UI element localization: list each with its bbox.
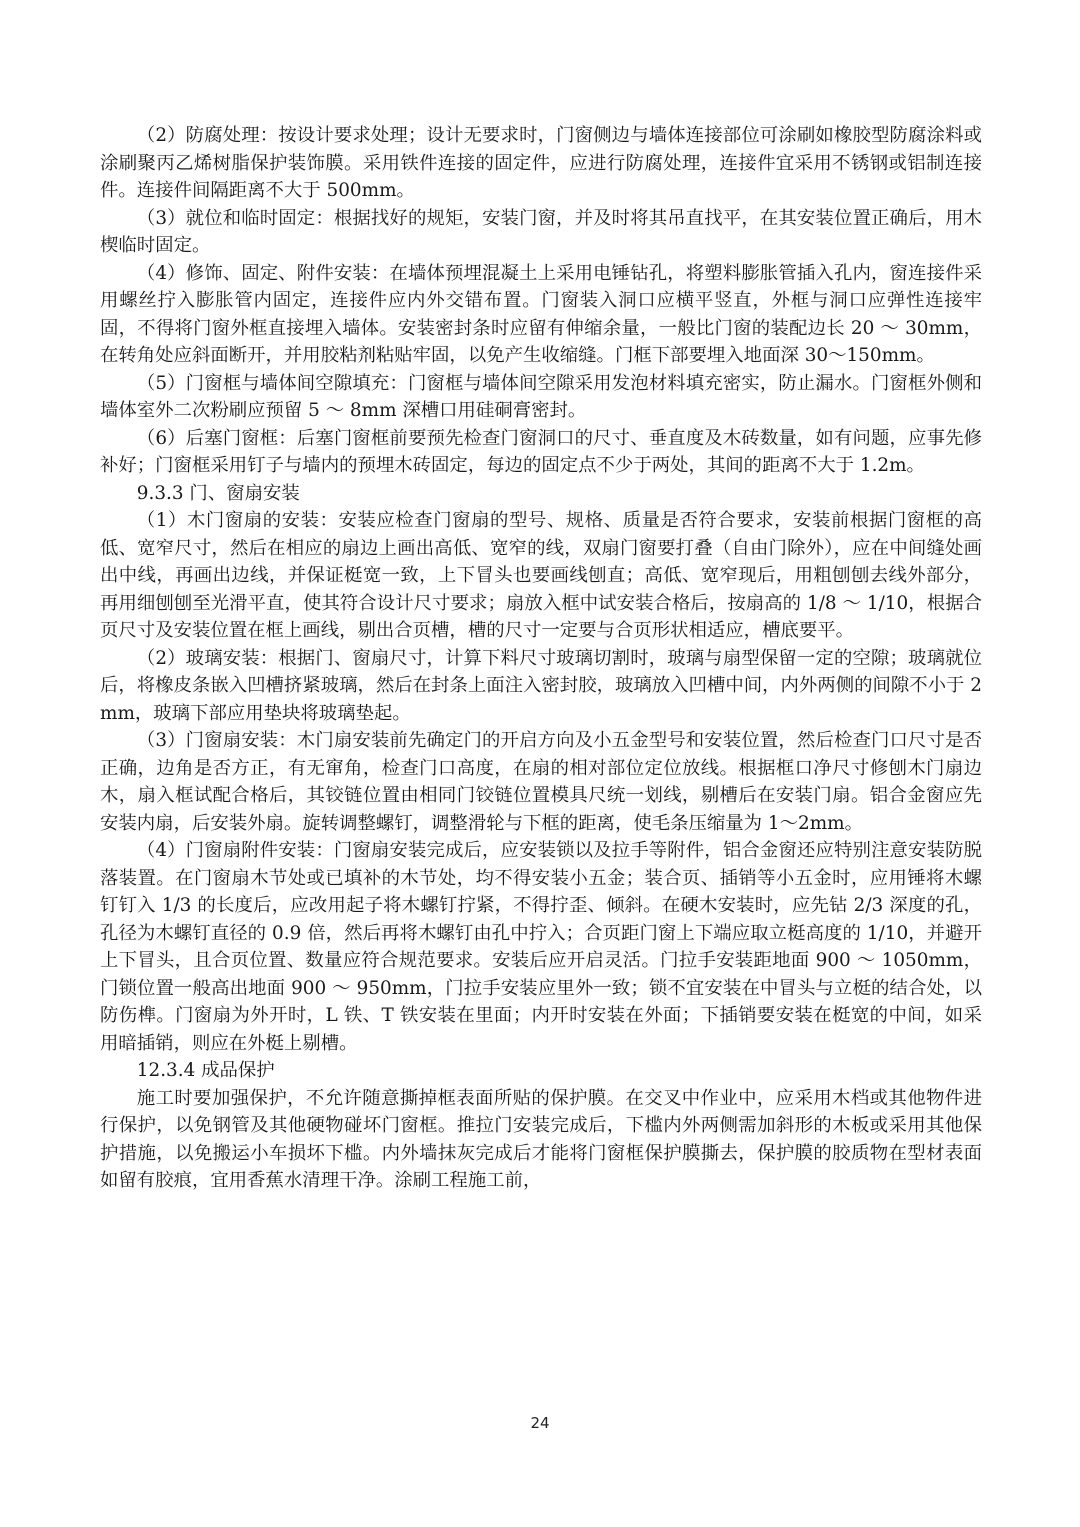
paragraph-post-inserted-frame: （6）后塞门窗框：后塞门窗框前要预先检查门窗洞口的尺寸、垂直度及木砖数量，如有问题，应事先修补好；门窗框采用钉子与墙内的预埋木砖固定，每边的固定点不少于两处，其间的距离不大于 1.2m。 <box>100 427 982 476</box>
paragraph-wood-sash-installation: （1）木门窗扇的安装：安装应检查门窗扇的型号、规格、质量是否符合要求，安装前根据门窗框的高低、宽窄尺寸，然后在相应的扇边上画出高低、宽窄的线，双扇门窗要打叠（自由门除外），应在中间缝处画出中线，再画出边线，并保证梃宽一致，上下冒头也要画线刨直；高低、宽窄现后，用粗刨刨去线外部分，再用细刨刨至光滑平直，使其符合设计尺寸要求；扇放入框中试安装合格后，按扇高的 1/8 ～ 1/10，根据合页尺寸及安装位置在框上画线，剔出合页槽，槽的尺寸一定要与合页形状相适应，槽底要平。 <box>100 510 982 641</box>
paragraph-gap-filling: （5）门窗框与墙体间空隙填充：门窗框与墙体间空隙采用发泡材料填充密实，防止漏水。门窗框外侧和墙体室外二次粉刷应预留 5 ～ 8mm 深槽口用硅硐膏密封。 <box>100 372 982 421</box>
paragraph-product-protection: 施工时要加强保护，不允许随意撕掉框表面所贴的保护膜。在交叉中作业中，应采用木档或其他物件进行保护，以免钢管及其他硬物碰坏门窗框。推拉门安装完成后，下槛内外两侧需加斜形的木板或采用其他保护措施，以免搬运小车损坏下槛。内外墙抹灰完成后才能将门窗框保护膜撕去，保护膜的胶质物在型材表面如留有胶痕，宜用香蕉水清理干净。涂刷工程施工前， <box>100 1087 982 1191</box>
paragraph-glass-installation: （2）玻璃安装：根据门、窗扇尺寸，计算下料尺寸玻璃切割时，玻璃与扇型保留一定的空隙；玻璃就位后，将橡皮条嵌入凹槽挤紧玻璃，然后在封条上面注入密封胶，玻璃放入凹槽中间，内外两侧的间隙不小于 2mm，玻璃下部应用垫块将玻璃垫起。 <box>100 647 982 724</box>
paragraph-finishing-fixing-fittings: （4）修饰、固定、附件安装：在墙体预埋混凝土上采用电锤钻孔，将塑料膨胀管插入孔内，窗连接件采用螺丝拧入膨胀管内固定，连接件应内外交错布置。门窗装入洞口应横平竖直，外框与洞口应弹性连接牢固，不得将门窗外框直接埋入墙体。安装密封条时应留有伸缩余量，一般比门窗的装配边长 20 ～ 30mm，在转角处应斜面断开，并用胶粘剂粘贴牢固，以免产生收缩缝。门框下部要埋入地面深 30～150mm。 <box>100 262 982 366</box>
document-body <box>100 122 982 1195</box>
paragraph-sash-fittings-installation: （4）门窗扇附件安装：门窗扇安装完成后，应安装锁以及拉手等附件，铝合金窗还应特别注意安装防脱落装置。在门窗扇木节处或已填补的木节处，均不得安装小五金；装合页、插销等小五金时，应用锤将木螺钉钉入 1/3 的长度后，应改用起子将木螺钉拧紧，不得拧歪、倾斜。在硬木安装时，应先钻 2/3 深度的孔，孔径为木螺钉直径的 0.9 倍，然后再将木螺钉由孔中拧入；合页距门窗上下端应取立梃高度的 1/10，并避开上下冒头，且合页位置、数量应符合规范要求。安装后应开启灵活。门拉手安装距地面 900 ～ 1050mm，门锁位置一般高出地面 900 ～ 950mm，门拉手安装应里外一致；锁不宜安装在中冒头与立梃的结合处，以防伤榫。门窗扇为外开时，L 铁、T 铁安装在里面；内开时安装在外面；下插销要安装在梃宽的中间，如采用暗插销，则应在外梃上剔槽。 <box>100 840 982 1054</box>
section-heading-product-protection: 12.3.4 成品保护 <box>136 1060 275 1081</box>
paragraph-door-sash-installation: （3）门窗扇安装：木门扇安装前先确定门的开启方向及小五金型号和安装位置，然后检查门口尺寸是否正确，边角是否方正，有无窜角，检查门口高度，在扇的相对部位定位放线。根据框口净尺寸修刨木门扇边木，扇入框试配合格后，其铰链位置由相同门铰链位置模具尺统一划线，剔槽后在安装门扇。铝合金窗应先安装内扇，后安装外扇。旋转调整螺钉，调整滑轮与下框的距离，使毛条压缩量为 1～2mm。 <box>100 730 982 834</box>
section-heading-sash-installation: 9.3.3 门、窗扇安装 <box>136 482 300 504</box>
page-number: 24 <box>530 1414 550 1432</box>
paragraph-anticorrosion: （2）防腐处理：按设计要求处理；设计无要求时，门窗侧边与墙体连接部位可涂刷如橡胶型防腐涂料或涂刷聚丙乙烯树脂保护装饰膜。采用铁件连接的固定件，应进行防腐处理，连接件宜采用不锈钢或铝制连接件。连接件间隔距离不大于 500mm。 <box>100 125 982 201</box>
paragraph-positioning-temporary-fixing: （3）就位和临时固定：根据找好的规矩，安装门窗，并及时将其吊直找平，在其安装位置正确后，用木楔临时固定。 <box>100 207 982 256</box>
